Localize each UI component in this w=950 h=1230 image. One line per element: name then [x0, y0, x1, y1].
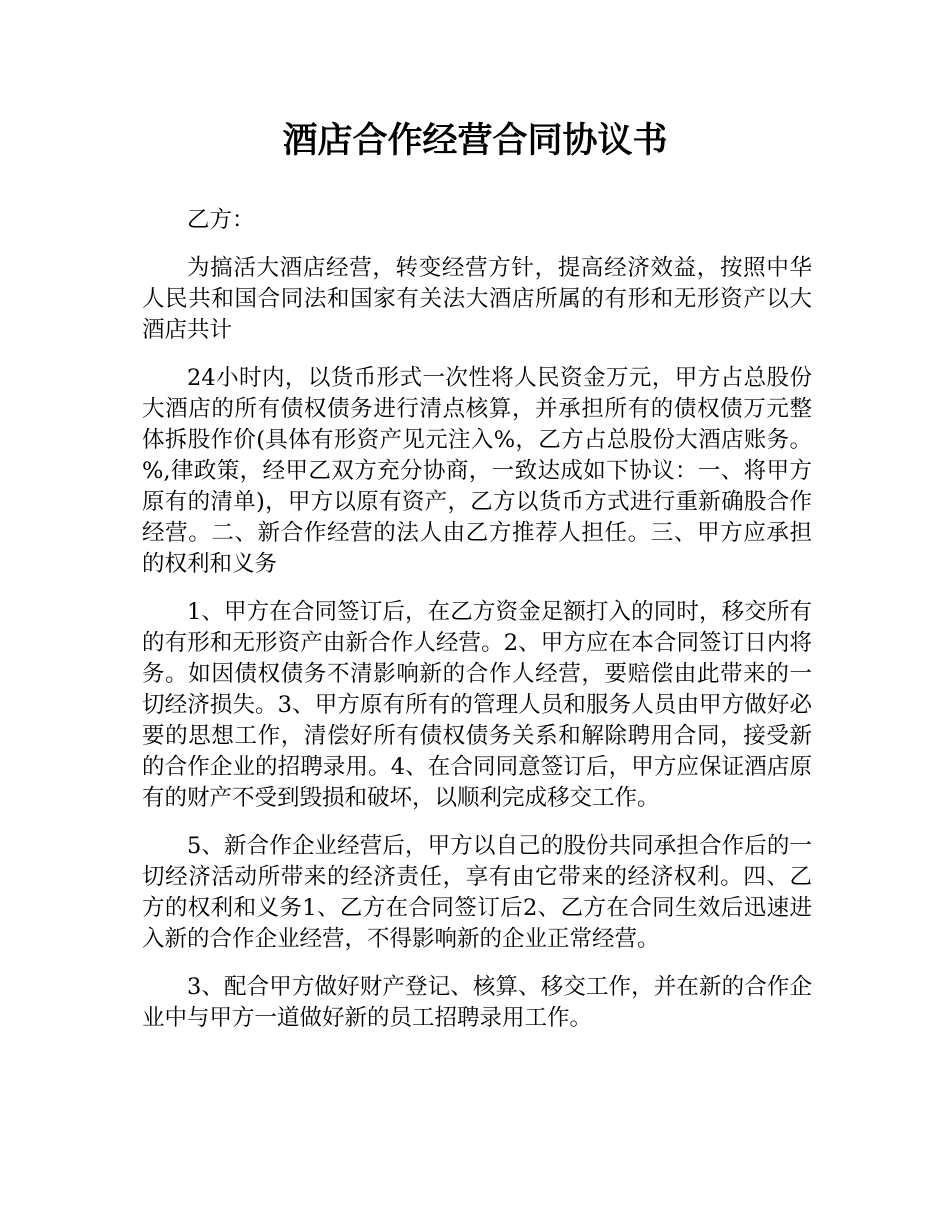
document-body: [142, 205, 812, 1051]
paragraph-preamble: 为搞活大酒店经营，转变经营方针，提高经济效益，按照中华人民共和国合同法和国家有关法大酒店所属的有形和无形资产以大酒店共计: [142, 255, 812, 343]
paragraph-party-b-cooperation: 3、配合甲方做好财产登记、核算、移交工作，并在新的合作企业中与甲方一道做好新的员工招聘录用工作。: [142, 974, 812, 1031]
paragraph-party-a-duties: 1、甲方在合同签订后，在乙方资金足额打入的同时，移交所有的有形和无形资产由新合作人经营。2、甲方应在本合同签订日内将务。如因债权债务不清影响新的合作人经营，要赔偿由此带来的一切经济损失。3、甲方原有所有的管理人员和服务人员由甲方做好必要的思想工作，清偿好所有债权债务关系和解除聘用合同，接受新的合作企业的招聘录用。4、在合同同意签订后，甲方应保证酒店原有的财产不受到毁损和破坏，以顺利完成移交工作。: [142, 599, 812, 811]
document-title: 酒店合作经营合同协议书: [282, 121, 668, 161]
paragraph-party-b: 乙方：: [187, 207, 255, 233]
paragraph-capital-terms: 24小时内，以货币形式一次性将人民资金万元，甲方占总股份大酒店的所有债权债务进行清点核算，并承担所有的债权债万元整体拆股作价(具体有形资产见元注入%，乙方占总股份大酒店账务。%,律政策，经甲乙双方充分协商，一致达成如下协议：一、将甲方原有的清单)，甲方以原有资产，乙方以货币方式进行重新确股合作经营。二、新合作经营的法人由乙方推荐人担任。三、甲方应承担的权利和义务: [142, 365, 812, 577]
paragraph-shared-liability: 5、新合作企业经营后，甲方以自己的股份共同承担合作后的一切经济活动所带来的经济责任，享有由它带来的经济权利。四、乙方的权利和义务1、乙方在合同签订后2、乙方在合同生效后迅速进入新的合作企业经营，不得影响新的企业正常经营。: [142, 833, 812, 952]
